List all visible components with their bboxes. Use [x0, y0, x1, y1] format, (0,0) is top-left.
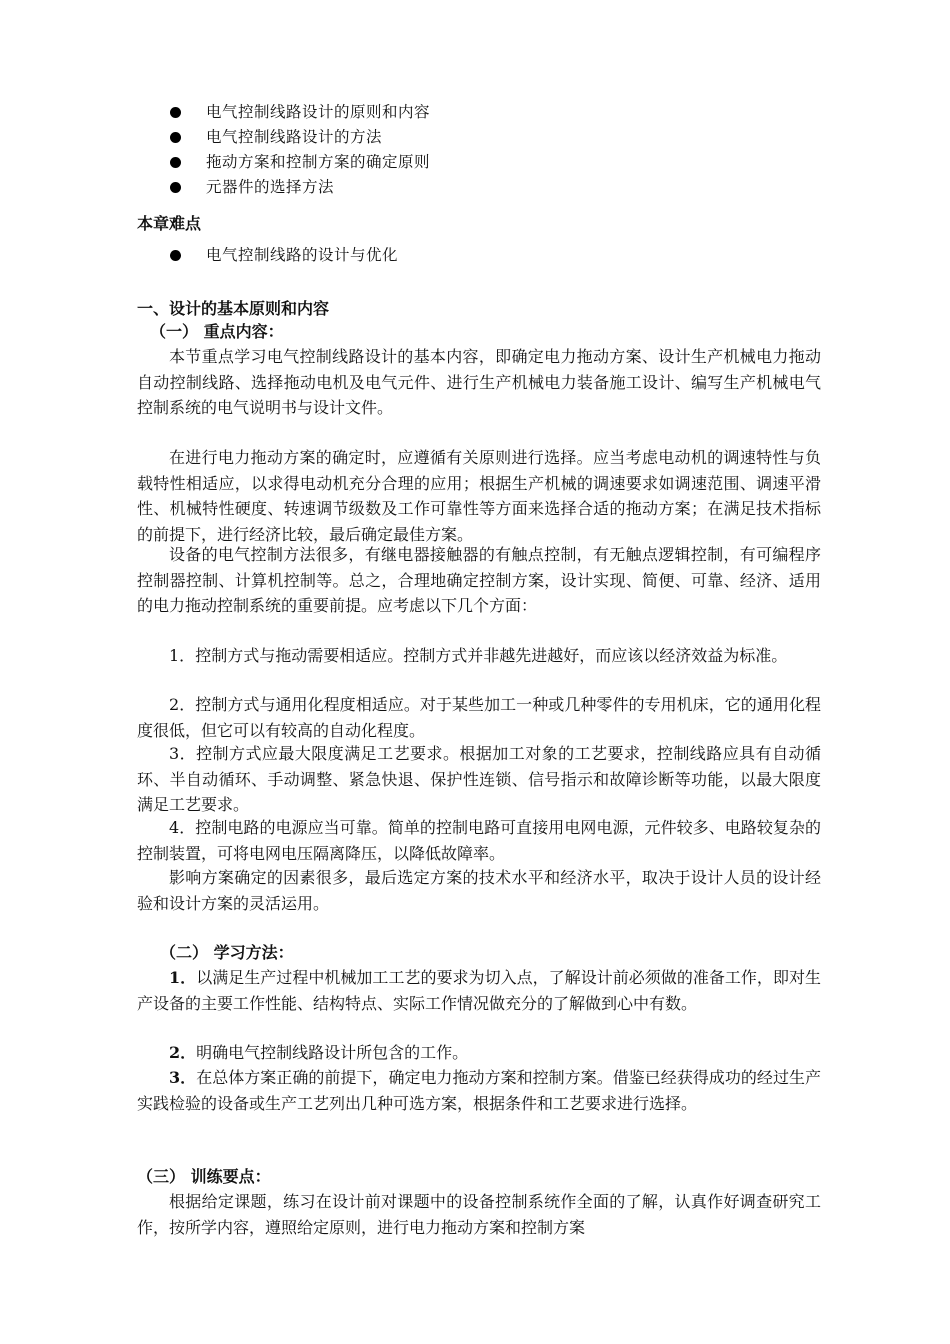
paragraph: 本节重点学习电气控制线路设计的基本内容，即确定电力拖动方案、设计生产机械电力拖动自动控制线路、选择拖动电机及电气元件、进行生产机械电力装备施工设计、编写生产机械电气控制系统的电气说明书与设计文件。 — [137, 347, 821, 417]
bullet-icon — [170, 132, 181, 143]
bullet-icon — [170, 157, 181, 168]
paragraph: 根据给定课题，练习在设计前对课题中的设备控制系统作全面的了解，认真作好调查研究工作，按所学内容，遵照给定原则，进行电力拖动方案和控制方案 — [137, 1192, 821, 1237]
document-page: 电气控制线路设计的原则和内容 电气控制线路设计的方法 拖动方案和控制方案的确定原则 元器件的选择方法 本章难点 电气控制线路的设计与优化 一、设计的基本原则和内容 （一） 重点内容： 本节重点学习电气控制线路设计的基本内容，即确定电力拖动方案、设计生产机械电力拖动自动控制线路、选择拖动电机及电气元件、进行生产机械电力装备施工设计、编写生产机械电气控制系统的电气说明书与设计文件。 在进行电力拖动方案的确定时，应遵循有关原则进行选择。应当考虑电动机的调速特性与负载特性相适应，以求得电动机充分合理的应用；根据生产机械的调速要求如调速范围、调速平滑性、机械特性硬度、转速调节级数及工作可靠性等方面来选择合适的拖动方案；在满足技术指标的前提下，进行经济比较，最后确定最佳方案。 设备的电气控制方法很多，有继电器接触器的有触点控制，有无触点逻辑控制，有可编程序控制器控制、计算机控制等。总之，合理地确定控制方案，设计实现、简便、可靠、经济、适用的电力拖动控制系统的重要前提。应考虑以下几个方面： 1．控制方式与拖动需要相适应。控制方式并非越先进越好，而应该以经济效益为标准。 2．控制方式与通用化程度相适应。对于某些加工一种或几种零件的专用机床，它的通用化程度很低，但它可以有较高的自动化程度。 3．控制方式应最大限度满足工艺要求。根据加工对象的工艺要求，控制线路应具有自动循环、半自动循环、手动调整、紧急快退、保护性连锁、信号指示和故障诊断等功能，以最大限度满足工艺要求。 4．控制电路的电源应当可靠。简单的控制电路可直接用电网电源，元件较多、电路较复杂的控制装置，可将电网电压隔离降压，以降低故障率。 影响方案确定的因素很多，最后选定方案的技术水平和经济水平，取决于设计人员的设计经验和设计方案的灵活运用。 （二） 学习方法： 1．以满足生产过程中机械加工工艺的要求为切入点，了解设计前必须做的准备工作，即对生产设备的主要工作性能、结构特点、实际工作情况做充分的了解做到心中有数。 2．明确电气控制线路设计所包含的工作。 3．在总体方案正确的前提下，确定电力拖动方案和控制方案。借鉴已经获得成功的经过生产实践检验的设备或生产工艺列出几种可选方案，根据条件和工艺要求进行选择。 （三） 训练要点： 根据给定课题，练习在设计前对课题中的设备控制系统作全面的了解，认真作好调查研究工作，按所学内容，遵照给定原则，进行电力拖动方案和控制方案 — [0, 0, 950, 1344]
point-item: 2．控制方式与通用化程度相适应。对于某些加工一种或几种零件的专用机床，它的通用化程度很低，但它可以有较高的自动化程度。 — [137, 695, 821, 740]
point-item: 1．以满足生产过程中机械加工工艺的要求为切入点，了解设计前必须做的准备工作，即对生产设备的主要工作性能、结构特点、实际工作情况做充分的了解做到心中有数。 — [137, 968, 821, 1013]
paragraph: 设备的电气控制方法很多，有继电器接触器的有触点控制，有无触点逻辑控制，有可编程序控制器控制、计算机控制等。总之，合理地确定控制方案，设计实现、简便、可靠、经济、适用的电力拖动控制系统的重要前提。应考虑以下几个方面： — [137, 545, 821, 615]
bullet-icon — [170, 182, 181, 193]
difficulty-heading: 本章难点 — [137, 214, 202, 233]
paragraph: 影响方案确定的因素很多，最后选定方案的技术水平和经济水平，取决于设计人员的设计经验和设计方案的灵活运用。 — [137, 868, 821, 913]
paragraph: 在进行电力拖动方案的确定时，应遵循有关原则进行选择。应当考虑电动机的调速特性与负载特性相适应，以求得电动机充分合理的应用；根据生产机械的调速要求如调速范围、调速平滑性、机械特性硬度、转速调节级数及工作可靠性等方面来选择合适的拖动方案；在满足技术指标的前提下，进行经济比较，最后确定最佳方案。 — [137, 448, 821, 544]
section-title: 一、设计的基本原则和内容 — [137, 299, 330, 318]
point-item: 2．明确电气控制线路设计所包含的工作。 — [169, 1043, 469, 1062]
bullet-icon — [170, 107, 181, 118]
point-item: 1．控制方式与拖动需要相适应。控制方式并非越先进越好，而应该以经济效益为标准。 — [169, 646, 788, 665]
point-item: 3．在总体方案正确的前提下，确定电力拖动方案和控制方案。借鉴已经获得成功的经过生产实践检验的设备或生产工艺列出几种可选方案，根据条件和工艺要求进行选择。 — [137, 1068, 821, 1113]
bullet-icon — [170, 250, 181, 261]
subsection-title-study-method: （二） 学习方法： — [160, 943, 294, 962]
subsection-title-training-points: （三） 训练要点： — [137, 1167, 271, 1186]
point-item: 3．控制方式应最大限度满足工艺要求。根据加工对象的工艺要求，控制线路应具有自动循环、半自动循环、手动调整、紧急快退、保护性连锁、信号指示和故障诊断等功能，以最大限度满足工艺要求。 — [137, 744, 821, 814]
point-item: 4．控制电路的电源应当可靠。简单的控制电路可直接用电网电源，元件较多、电路较复杂的控制装置，可将电网电压隔离降压，以降低故障率。 — [137, 818, 821, 863]
subsection-title-key-content: （一） 重点内容： — [150, 322, 284, 341]
